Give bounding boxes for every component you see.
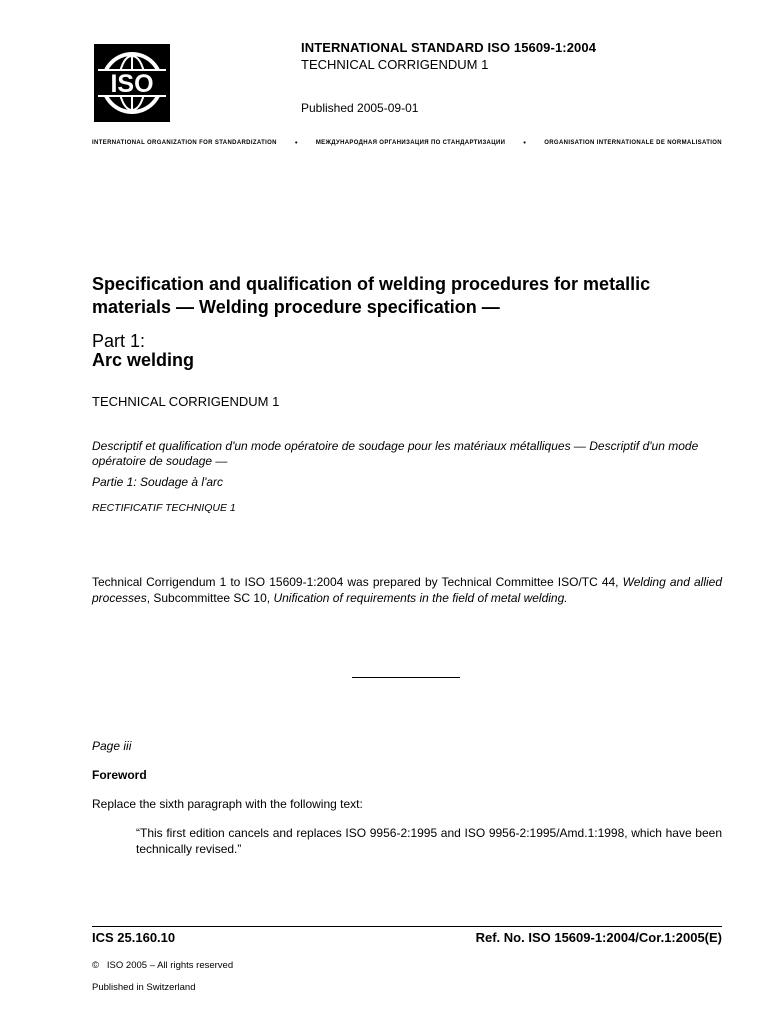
org-name-russian: МЕЖДУНАРОДНАЯ ОРГАНИЗАЦИЯ ПО СТАНДАРТИЗАЦИИ	[315, 140, 506, 146]
french-title: Descriptif et qualification d'un mode opératoire de soudage pour les matériaux métalliques — Descriptif d'un mode opératoire de soudage —	[92, 439, 699, 468]
footer-rule	[92, 926, 722, 927]
published-date: Published 2005-09-01	[301, 101, 419, 115]
copyright-text: ISO 2005 – All rights reserved	[106, 960, 234, 971]
replacement-quote: “This first edition cancels and replaces ISO 9956-2:1995 and ISO 9956-2:1995/Amd.1:1998, which have been technically revised.”	[136, 826, 722, 856]
corrigendum-header: TECHNICAL CORRIGENDUM 1	[301, 57, 489, 72]
published-in: Published in Switzerland	[92, 982, 196, 993]
document-title: Specification and qualification of welding procedures for metallic materials — Welding procedure specification —	[92, 274, 651, 317]
instruction-text: Replace the sixth paragraph with the following text:	[92, 797, 363, 811]
part-title: Arc welding	[92, 350, 195, 370]
organization-bar	[92, 140, 722, 147]
copyright-icon: ©	[92, 960, 99, 971]
section-heading: Foreword	[92, 768, 147, 782]
french-rectificatif: RECTIFICATIF TECHNIQUE 1	[92, 502, 236, 514]
standard-title: INTERNATIONAL STANDARD ISO 15609-1:2004	[301, 40, 597, 55]
copyright-notice	[92, 960, 233, 971]
org-name-french: ORGANISATION INTERNATIONALE DE NORMALISATION	[544, 140, 722, 146]
committee-title: Welding and allied processes	[92, 575, 722, 605]
part-number: Part 1:	[92, 331, 146, 351]
corrigendum-label: TECHNICAL CORRIGENDUM 1	[92, 394, 280, 409]
french-part: Partie 1: Soudage à l'arc	[92, 475, 224, 489]
subcommittee-title: Unification of requirements in the field of metal welding.	[273, 590, 568, 605]
org-name-english: INTERNATIONAL ORGANIZATION FOR STANDARDIZATION	[92, 140, 277, 146]
intro-text: , Subcommittee SC 10,	[146, 590, 274, 605]
reference-number: Ref. No. ISO 15609-1:2004/Cor.1:2005(E)	[475, 930, 722, 945]
iso-logo-text: ISO	[110, 70, 154, 98]
intro-text: Technical Corrigendum 1 to ISO 15609-1:2004 was prepared by Technical Committee ISO/TC 44,	[92, 575, 623, 589]
ics-code: ICS 25.160.10	[92, 930, 176, 945]
org-separator: •	[523, 140, 527, 147]
iso-logo-graphic	[94, 44, 170, 122]
page-reference: Page iii	[92, 739, 132, 753]
iso-logo	[94, 44, 170, 122]
intro-paragraph	[92, 575, 722, 606]
org-separator: •	[294, 140, 298, 147]
separator-line	[352, 677, 460, 678]
